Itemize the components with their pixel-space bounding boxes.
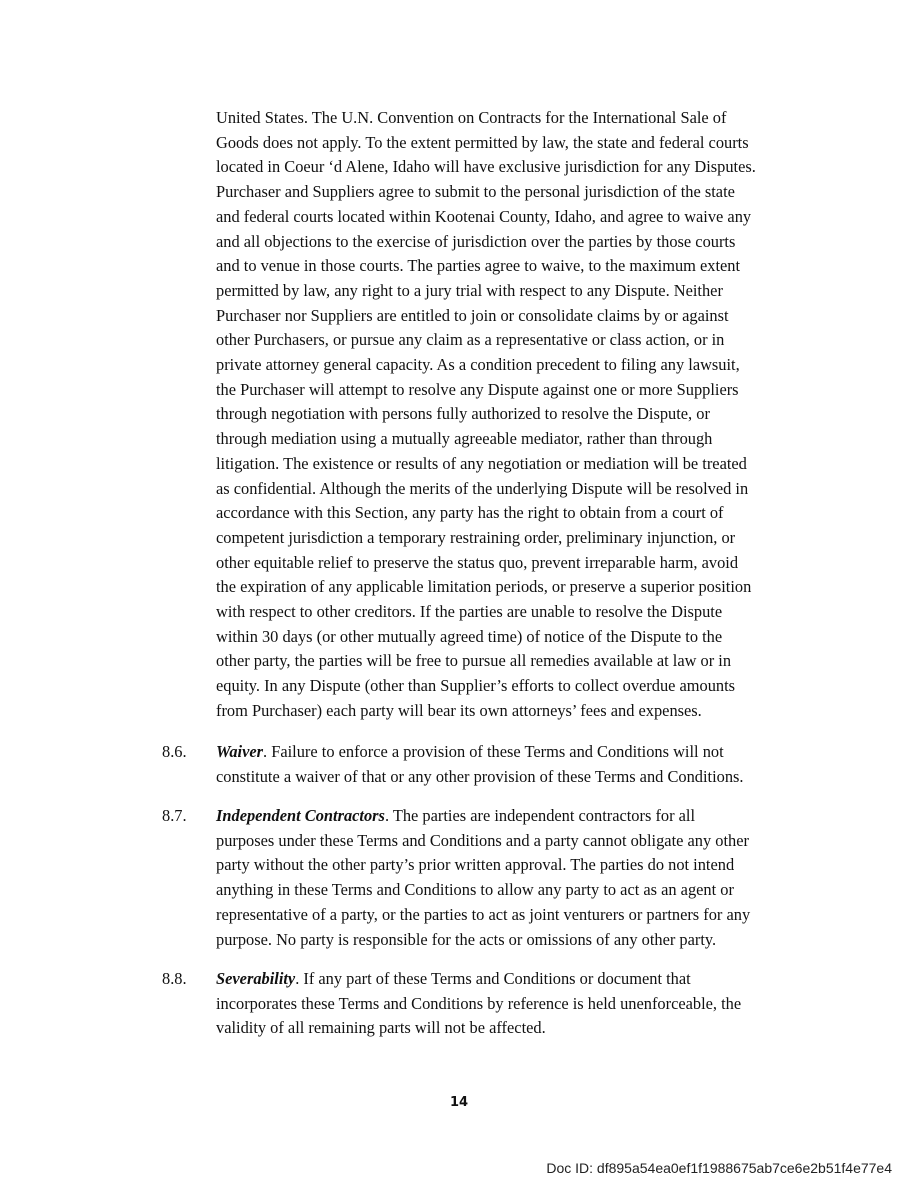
paragraph-line: accordance with this Section, any party has the right to obtain from a court of: [216, 503, 724, 523]
paragraph-line: within 30 days (or other mutually agreed time) of notice of the Dispute to the: [216, 626, 723, 646]
section-line: validity of all remaining parts will not be affected.: [216, 1018, 546, 1038]
section-body: [216, 804, 816, 952]
section-title: Waiver: [216, 742, 264, 761]
section-number: 8.7.: [162, 806, 187, 825]
section-title: Independent Contractors: [216, 806, 385, 825]
paragraph-line: the Purchaser will attempt to resolve any Dispute against one or more Suppliers: [216, 379, 739, 399]
section-first-line: [216, 804, 816, 829]
section-line: party without the other party’s prior written approval. The parties do not intend: [216, 855, 735, 875]
paragraph-line: located in Coeur ‘d Alene, Idaho will have exclusive jurisdiction for any Disputes.: [216, 157, 756, 177]
paragraph-line: from Purchaser) each party will bear its own attorneys’ fees and expenses.: [216, 700, 702, 720]
section-line: anything in these Terms and Conditions to allow any party to act as an agent or: [216, 880, 734, 900]
paragraph-line: through mediation using a mutually agreeable mediator, rather than through: [216, 429, 713, 449]
section-text: . The parties are independent contractors for all: [384, 806, 696, 825]
paragraph-line: through negotiation with persons fully authorized to resolve the Dispute, or: [216, 404, 710, 424]
paragraph-line: other Purchasers, or pursue any claim as a representative or class action, or in: [216, 330, 725, 350]
paragraph-line: the expiration of any applicable limitation periods, or preserve a superior position: [216, 577, 752, 597]
paragraph-line: and federal courts located within Kootenai County, Idaho, and agree to waive any: [216, 206, 752, 226]
section-number: 8.8.: [162, 969, 187, 988]
section-body: [216, 740, 816, 789]
section-first-line: [216, 967, 816, 992]
section-8-5-continuation: [216, 106, 816, 724]
section-text: . Failure to enforce a provision of these Terms and Conditions will not: [263, 742, 724, 761]
paragraph-line: with respect to other creditors. If the parties are unable to resolve the Dispute: [216, 602, 723, 622]
section-line: representative of a party, or the parties to act as joint venturers or partners for any: [216, 904, 751, 924]
paragraph-line: United States. The U.N. Convention on Contracts for the International Sale of: [216, 108, 727, 127]
section-line: purpose. No party is responsible for the acts or omissions of any other party.: [216, 929, 717, 949]
paragraph-line: permitted by law, any right to a jury trial with respect to any Dispute. Neither: [216, 280, 723, 300]
section-line: purposes under these Terms and Conditions and a party cannot obligate any other: [216, 830, 749, 850]
paragraph-line: other equitable relief to preserve the status quo, prevent irreparable harm, avoid: [216, 552, 739, 572]
paragraph-line: private attorney general capacity. As a condition precedent to filing any lawsuit,: [216, 355, 740, 375]
section-number: 8.6.: [162, 742, 187, 761]
section-body: [216, 967, 816, 1041]
paragraph-line: and all objections to the exercise of jurisdiction over the parties by those courts: [216, 231, 736, 251]
section-title: Severability: [216, 969, 296, 988]
section-line: constitute a waiver of that or any other provision of these Terms and Conditions.: [216, 766, 744, 786]
section-line: incorporates these Terms and Conditions by reference is held unenforceable, the: [216, 993, 742, 1013]
paragraph-line: competent jurisdiction a temporary restraining order, preliminary injunction, or: [216, 527, 736, 547]
paragraph-line: Purchaser nor Suppliers are entitled to join or consolidate claims by or against: [216, 305, 729, 325]
paragraph-line: other party, the parties will be free to pursue all remedies available at law or in: [216, 651, 732, 671]
section-first-line: [216, 740, 816, 765]
paragraph-line: Goods does not apply. To the extent permitted by law, the state and federal courts: [216, 132, 749, 152]
paragraph-line: as confidential. Although the merits of the underlying Dispute will be resolved in: [216, 478, 749, 498]
paragraph-line: and to venue in those courts. The parties agree to waive, to the maximum extent: [216, 256, 741, 276]
doc-id-footer: Doc ID: df895a54ea0ef1f1988675ab7ce6e2b51f4e77e4: [546, 1160, 892, 1176]
section-text: . If any part of these Terms and Conditions or document that: [295, 969, 691, 988]
paragraph-line: litigation. The existence or results of any negotiation or mediation will be treated: [216, 453, 747, 473]
paragraph-line: Purchaser and Suppliers agree to submit to the personal jurisdiction of the state: [216, 182, 735, 202]
page-number: 14: [449, 1095, 469, 1110]
paragraph-line: equity. In any Dispute (other than Supplier’s efforts to collect overdue amounts: [216, 676, 736, 696]
